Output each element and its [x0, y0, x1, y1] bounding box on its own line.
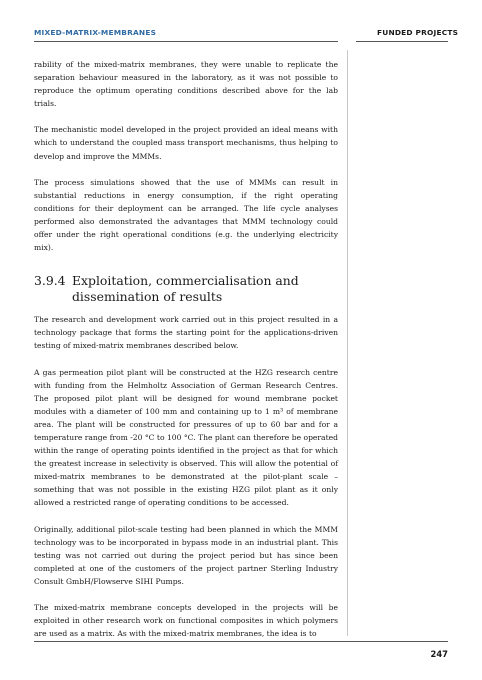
running-header-chapter: FUNDED PROJECTS: [377, 28, 459, 37]
paragraph: The process simulations showed that the use of MMMs can result in substantial reductions in energy consumption, if the right operating conditions for their deployment can be arranged. The life cycle analyses performed also demonstrated the advantages that MMM technology could offer under the right operational conditions (e.g. the underlying electricity mix).: [34, 177, 338, 253]
section-number: 3.9.4: [34, 273, 66, 289]
margin-column-divider: [347, 50, 348, 636]
body-text-column: [34, 58, 338, 640]
paragraph: Originally, additional pilot-scale testing had been planned in which the MMM technology was to be incorporated in bypass mode in an industrial plant. This testing was not carried out during the project period but has since been completed at one of the customers of the project partner Sterling Industry Consult GmbH/Flowserve SIHI Pumps.: [34, 524, 338, 586]
footer-rule: [34, 641, 448, 642]
running-header-section: MIXED-MATRIX-MEMBRANES: [34, 28, 157, 37]
header-rule-left: [34, 41, 338, 42]
section-heading: [34, 273, 338, 304]
paragraph: The mechanistic model developed in the project provided an ideal means with which to understand the coupled mass transport mechanisms, thus helping to develop and improve the MMMs.: [34, 125, 338, 161]
header-rule-right: [356, 41, 448, 42]
paragraph: The mixed-matrix membrane concepts developed in the projects will be exploited in other research work on functional composites in which polymers are used as a matrix. As with the mixed-matrix membranes, the idea is to: [34, 603, 338, 639]
paragraph: rability of the mixed-matrix membranes, they were unable to replicate the separation behaviour measured in the laboratory, as it was not possible to reproduce the optimum operating conditions described above for the lab trials.: [34, 60, 338, 109]
paragraph: A gas permeation pilot plant will be constructed at the HZG research centre with funding from the Helmholtz Association of German Research Centres. The proposed pilot plant will be designed for wound membrane pocket modules with a diameter of 100 mm and containing up to 1 m³ of membrane area. The plant will be constructed for pressures of up to 60 bar and for a temperature range from -20 °C to 100 °C. The plant can therefore be operated within the range of operating points identified in the project as that for which the greatest increase in selectivity is observed. This will allow the potential of mixed-matrix membranes to be demonstrated at the pilot-plant scale – something that was not possible in the existing HZG pilot plant as it only allowed a restricted range of operating conditions to be accessed.: [34, 367, 338, 508]
section-title: Exploitation, commercialisation and dissemination of results: [72, 273, 299, 304]
page-number: 247: [430, 649, 448, 659]
paragraph: The research and development work carried out in this project resulted in a technology package that forms the starting point for the applications-driven testing of mixed-matrix membranes described below.: [34, 315, 338, 351]
